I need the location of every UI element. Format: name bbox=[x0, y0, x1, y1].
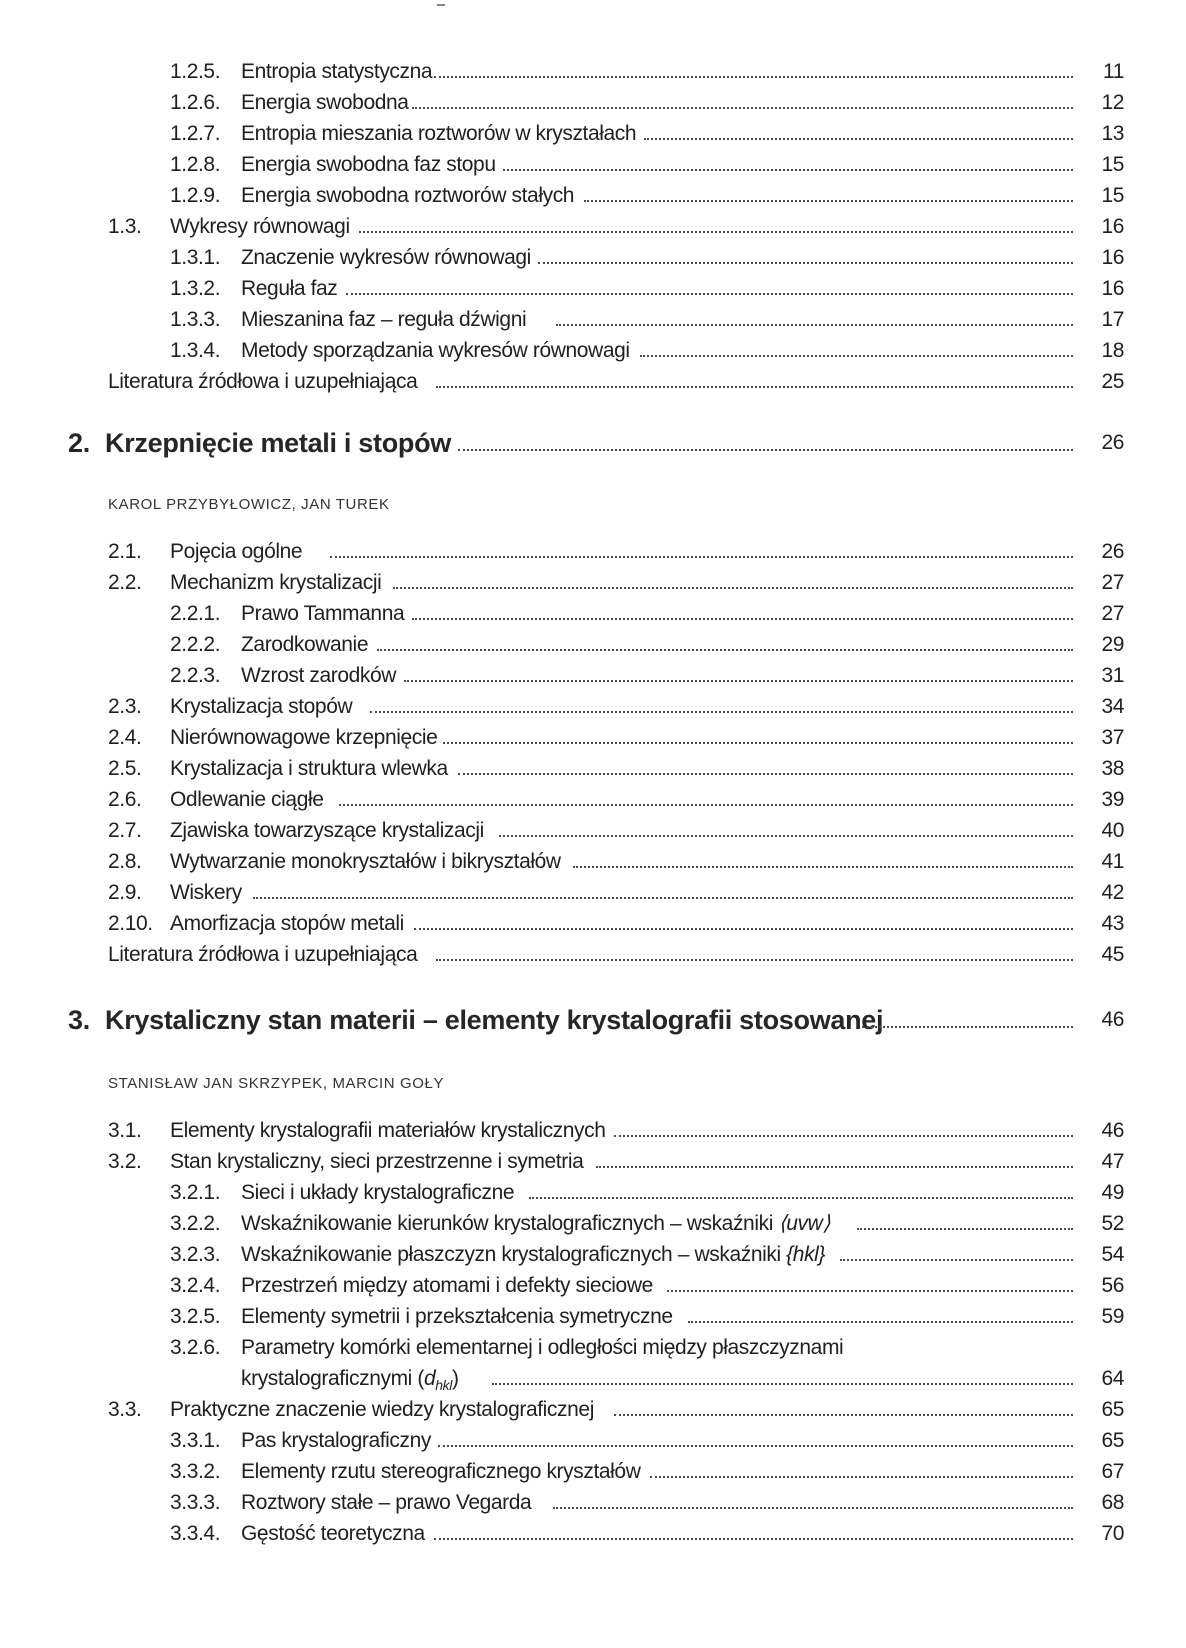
entry-number: 2.5. bbox=[108, 757, 142, 780]
entry-title: Krystalizacja i struktura wlewka bbox=[170, 757, 448, 780]
toc-entry[interactable] bbox=[0, 1209, 1186, 1239]
entry-page: 15 bbox=[1101, 153, 1124, 176]
entry-title: Praktyczne znaczenie wiedzy krystalograficznej bbox=[170, 1398, 594, 1421]
entry-page: 12 bbox=[1101, 91, 1124, 114]
dot-leader bbox=[640, 336, 1073, 366]
entry-title: Energia swobodna faz stopu bbox=[241, 153, 496, 176]
toc-entry[interactable] bbox=[0, 568, 1186, 598]
dot-leader bbox=[538, 243, 1073, 273]
entry-page: 17 bbox=[1101, 308, 1124, 331]
dot-leader bbox=[359, 212, 1073, 242]
dot-leader bbox=[434, 1519, 1073, 1549]
dot-leader bbox=[370, 692, 1073, 722]
entry-number: 1.2.8. bbox=[170, 153, 221, 176]
toc-entry[interactable] bbox=[0, 88, 1186, 118]
dhkl-symbol: d bbox=[423, 1367, 436, 1390]
toc-entry[interactable] bbox=[0, 150, 1186, 180]
entry-page: 31 bbox=[1101, 664, 1124, 687]
entry-page: 45 bbox=[1101, 943, 1124, 966]
entry-title: Elementy rzutu stereograficznego kryształów bbox=[241, 1460, 641, 1483]
entry-page: 64 bbox=[1101, 1367, 1124, 1390]
entry-number: 1.3.4. bbox=[170, 339, 221, 362]
dot-leader bbox=[253, 878, 1073, 908]
entry-page: 43 bbox=[1101, 912, 1124, 935]
entry-title: Energia swobodna bbox=[241, 91, 409, 114]
entry-number: 3.1. bbox=[108, 1119, 142, 1142]
entry-title: Wykresy równowagi bbox=[170, 215, 350, 238]
toc-entry[interactable] bbox=[0, 1395, 1186, 1425]
toc-entry[interactable] bbox=[0, 723, 1186, 753]
dot-leader bbox=[412, 88, 1073, 118]
entry-number: 1.2.9. bbox=[170, 184, 221, 207]
entry-page: 52 bbox=[1101, 1212, 1124, 1235]
chapter-heading[interactable] bbox=[0, 1000, 1186, 1040]
dot-leader bbox=[556, 305, 1073, 335]
dot-leader bbox=[414, 909, 1073, 939]
dot-leader bbox=[862, 1000, 1073, 1040]
toc-entry[interactable] bbox=[0, 754, 1186, 784]
entry-page: 26 bbox=[1101, 540, 1124, 563]
entry-title bbox=[241, 1240, 825, 1270]
entry-page: 65 bbox=[1101, 1398, 1124, 1421]
entry-number: 1.3.3. bbox=[170, 308, 221, 331]
entry-page: 16 bbox=[1101, 277, 1124, 300]
entry-number: 1.3. bbox=[108, 215, 142, 238]
entry-page: 25 bbox=[1101, 370, 1124, 393]
entry-page: 37 bbox=[1101, 726, 1124, 749]
entry-number: 3.2.2. bbox=[170, 1212, 221, 1235]
entry-title: Mieszanina faz – reguła dźwigni bbox=[241, 308, 527, 331]
entry-title: Wzrost zarodków bbox=[241, 664, 397, 687]
toc-entry[interactable] bbox=[0, 537, 1186, 567]
entry-number: 3.3.4. bbox=[170, 1522, 221, 1545]
toc-entry[interactable] bbox=[0, 940, 1186, 970]
entry-number: 2.2.3. bbox=[170, 664, 221, 687]
entry-page: 70 bbox=[1101, 1522, 1124, 1545]
entry-number: 2.2.2. bbox=[170, 633, 221, 656]
toc-entry[interactable] bbox=[0, 119, 1186, 149]
entry-page: 18 bbox=[1101, 339, 1124, 362]
entry-page: 34 bbox=[1101, 695, 1124, 718]
entry-title: Nierównowagowe krzepnięcie bbox=[170, 726, 438, 749]
toc-entry-continuation[interactable] bbox=[0, 1364, 1186, 1394]
toc-entry[interactable] bbox=[0, 274, 1186, 304]
toc-entry[interactable] bbox=[0, 599, 1186, 629]
entry-title: Entropia statystyczna bbox=[241, 60, 433, 83]
toc-entry[interactable] bbox=[0, 847, 1186, 877]
toc-entry[interactable] bbox=[0, 212, 1186, 242]
entry-number: 1.2.6. bbox=[170, 91, 221, 114]
toc-entry[interactable] bbox=[0, 1302, 1186, 1332]
dot-leader bbox=[650, 1457, 1073, 1487]
toc-entry[interactable] bbox=[0, 243, 1186, 273]
dot-leader bbox=[404, 661, 1073, 691]
chapter-page: 46 bbox=[1101, 1008, 1124, 1031]
entry-page: 27 bbox=[1101, 602, 1124, 625]
entry-page: 49 bbox=[1101, 1181, 1124, 1204]
toc-entry[interactable] bbox=[0, 305, 1186, 335]
entry-page: 29 bbox=[1101, 633, 1124, 656]
dot-leader bbox=[584, 181, 1073, 211]
entry-number: 2.4. bbox=[108, 726, 142, 749]
entry-number: 2.1. bbox=[108, 540, 142, 563]
toc-entry[interactable] bbox=[0, 1457, 1186, 1487]
entry-number: 1.3.2. bbox=[170, 277, 221, 300]
chapter-authors: KAROL PRZYBYŁOWICZ, JAN TUREK bbox=[108, 496, 390, 513]
chapter-number: 3. bbox=[68, 1005, 90, 1035]
dot-leader bbox=[393, 568, 1073, 598]
entry-number: 3.3.3. bbox=[170, 1491, 221, 1514]
toc-entry[interactable] bbox=[0, 1426, 1186, 1456]
entry-number: 3.2. bbox=[108, 1150, 142, 1173]
entry-number: 3.2.3. bbox=[170, 1243, 221, 1266]
entry-page: 47 bbox=[1101, 1150, 1124, 1173]
dot-leader bbox=[436, 940, 1073, 970]
entry-title: Krystalizacja stopów bbox=[170, 695, 353, 718]
entry-title: Pojęcia ogólne bbox=[170, 540, 303, 563]
entry-page: 39 bbox=[1101, 788, 1124, 811]
indices-symbol: {hkl} bbox=[786, 1243, 826, 1266]
chapter-number: 2. bbox=[68, 428, 90, 458]
entry-title: Zjawiska towarzyszące krystalizacji bbox=[170, 819, 484, 842]
entry-title: Roztwory stałe – prawo Vegarda bbox=[241, 1491, 532, 1514]
entry-page: 67 bbox=[1101, 1460, 1124, 1483]
entry-number: 3.3. bbox=[108, 1398, 142, 1421]
entry-title: Odlewanie ciągłe bbox=[170, 788, 324, 811]
entry-title: Przestrzeń między atomami i defekty sieciowe bbox=[241, 1274, 653, 1297]
entry-title-text: krystalograficznymi bbox=[241, 1367, 412, 1390]
entry-page: 41 bbox=[1101, 850, 1124, 873]
entry-title: Literatura źródłowa i uzupełniająca bbox=[108, 943, 418, 966]
entry-page: 68 bbox=[1101, 1491, 1124, 1514]
dot-leader bbox=[436, 367, 1073, 397]
entry-title bbox=[241, 1209, 830, 1239]
entry-number: 3.3.2. bbox=[170, 1460, 221, 1483]
entry-page: 16 bbox=[1101, 246, 1124, 269]
entry-page: 54 bbox=[1101, 1243, 1124, 1266]
dhkl-subscript: hkl bbox=[435, 1377, 452, 1394]
entry-page: 59 bbox=[1101, 1305, 1124, 1328]
dot-leader bbox=[688, 1302, 1073, 1332]
toc-entry[interactable] bbox=[0, 1519, 1186, 1549]
dot-leader bbox=[573, 847, 1073, 877]
dot-leader bbox=[458, 423, 1073, 463]
entry-title: Literatura źródłowa i uzupełniająca bbox=[108, 370, 418, 393]
dot-leader bbox=[377, 630, 1073, 660]
entry-number: 1.3.1. bbox=[170, 246, 221, 269]
dot-leader bbox=[614, 1395, 1073, 1425]
chapter-page: 26 bbox=[1101, 431, 1124, 454]
entry-title: Znaczenie wykresów równowagi bbox=[241, 246, 531, 269]
dot-leader bbox=[434, 57, 1073, 87]
toc-entry[interactable] bbox=[0, 1147, 1186, 1177]
toc-entry[interactable] bbox=[0, 816, 1186, 846]
toc-entry[interactable] bbox=[0, 630, 1186, 660]
dot-leader bbox=[840, 1240, 1073, 1270]
dot-leader bbox=[330, 537, 1073, 567]
entry-number: 1.2.5. bbox=[170, 60, 221, 83]
entry-number: 2.2.1. bbox=[170, 602, 221, 625]
entry-number: 2.8. bbox=[108, 850, 142, 873]
entry-title: Mechanizm krystalizacji bbox=[170, 571, 382, 594]
toc-entry[interactable] bbox=[0, 1116, 1186, 1146]
entry-title: Energia swobodna roztworów stałych bbox=[241, 184, 575, 207]
chapter-title: Krystaliczny stan materii – elementy krystalografii stosowanej bbox=[105, 1005, 884, 1035]
entry-number: 2.6. bbox=[108, 788, 142, 811]
entry-title: Gęstość teoretyczna bbox=[241, 1522, 425, 1545]
entry-number: 2.2. bbox=[108, 571, 142, 594]
entry-page: 13 bbox=[1101, 122, 1124, 145]
entry-page: 38 bbox=[1101, 757, 1124, 780]
dot-leader bbox=[614, 1116, 1073, 1146]
indices-symbol: ⟨uvw⟩ bbox=[778, 1212, 831, 1235]
entry-page: 15 bbox=[1101, 184, 1124, 207]
entry-title: Reguła faz bbox=[241, 277, 338, 300]
entry-page: 65 bbox=[1101, 1429, 1124, 1452]
toc-entry[interactable] bbox=[0, 1333, 1186, 1363]
entry-title: Metody sporządzania wykresów równowagi bbox=[241, 339, 630, 362]
entry-title: Stan krystaliczny, sieci przestrzenne i symetria bbox=[170, 1150, 584, 1173]
dot-leader bbox=[529, 1178, 1073, 1208]
dot-leader bbox=[339, 785, 1073, 815]
entry-number: 2.9. bbox=[108, 881, 142, 904]
scan-mark bbox=[437, 4, 445, 6]
entry-title: Wytwarzanie monokryształów i bikryształów bbox=[170, 850, 561, 873]
toc-entry[interactable] bbox=[0, 661, 1186, 691]
entry-title: Entropia mieszania roztworów w kryształach bbox=[241, 122, 637, 145]
entry-title-text: Wskaźnikowanie kierunków krystalograficznych – wskaźniki bbox=[241, 1212, 773, 1235]
dot-leader bbox=[458, 754, 1073, 784]
entry-title: Prawo Tammanna bbox=[241, 602, 405, 625]
entry-number: 3.2.4. bbox=[170, 1274, 221, 1297]
entry-page: 56 bbox=[1101, 1274, 1124, 1297]
chapter-title: Krzepnięcie metali i stopów bbox=[105, 428, 451, 458]
dot-leader bbox=[412, 599, 1073, 629]
entry-number: 3.3.1. bbox=[170, 1429, 221, 1452]
entry-title: Zarodkowanie bbox=[241, 633, 369, 656]
entry-number: 2.3. bbox=[108, 695, 142, 718]
entry-number: 2.10. bbox=[108, 912, 153, 935]
entry-title-continuation: krystalograficznymi $(d_{hkl})$ bbox=[241, 1367, 459, 1394]
chapter-authors: STANISŁAW JAN SKRZYPEK, MARCIN GOŁY bbox=[108, 1075, 445, 1092]
entry-title: Pas krystalograficzny bbox=[241, 1429, 432, 1452]
dot-leader bbox=[857, 1209, 1073, 1239]
dot-leader bbox=[443, 723, 1073, 753]
entry-title: Sieci i układy krystalograficzne bbox=[241, 1181, 515, 1204]
toc-entry[interactable] bbox=[0, 909, 1186, 939]
toc-entry[interactable] bbox=[0, 57, 1186, 87]
entry-page: 42 bbox=[1101, 881, 1124, 904]
dot-leader bbox=[553, 1488, 1073, 1518]
toc-entry[interactable] bbox=[0, 1488, 1186, 1518]
toc-entry[interactable] bbox=[0, 336, 1186, 366]
entry-title-text: Wskaźnikowanie płaszczyzn krystalograficznych – wskaźniki bbox=[241, 1243, 781, 1266]
entry-page: 11 bbox=[1103, 60, 1124, 83]
entry-number: 3.2.1. bbox=[170, 1181, 221, 1204]
entry-title: Elementy krystalografii materiałów krystalicznych bbox=[170, 1119, 606, 1142]
entry-page: 40 bbox=[1101, 819, 1124, 842]
entry-page: 27 bbox=[1101, 571, 1124, 594]
dot-leader bbox=[503, 150, 1073, 180]
entry-number: 3.2.6. bbox=[170, 1336, 221, 1359]
entry-title: Parametry komórki elementarnej i odległości między płaszczyznami bbox=[241, 1336, 844, 1359]
dot-leader bbox=[667, 1271, 1073, 1301]
dot-leader bbox=[438, 1426, 1073, 1456]
toc-entry[interactable] bbox=[0, 692, 1186, 722]
toc-entry[interactable] bbox=[0, 367, 1186, 397]
entry-page: 16 bbox=[1101, 215, 1124, 238]
toc-entry[interactable] bbox=[0, 181, 1186, 211]
entry-number: 2.7. bbox=[108, 819, 142, 842]
entry-title: Amorfizacja stopów metali bbox=[170, 912, 404, 935]
toc-entry[interactable] bbox=[0, 1178, 1186, 1208]
dot-leader bbox=[644, 119, 1073, 149]
dot-leader bbox=[596, 1147, 1073, 1177]
dot-leader bbox=[499, 816, 1073, 846]
dot-leader bbox=[492, 1364, 1073, 1394]
entry-page: 46 bbox=[1101, 1119, 1124, 1142]
entry-title: Elementy symetrii i przekształcenia symetryczne bbox=[241, 1305, 673, 1328]
entry-number: 1.2.7. bbox=[170, 122, 221, 145]
toc-entry[interactable] bbox=[0, 878, 1186, 908]
toc-entry[interactable] bbox=[0, 785, 1186, 815]
toc-entry[interactable] bbox=[0, 1271, 1186, 1301]
toc-entry[interactable] bbox=[0, 1240, 1186, 1270]
entry-title: Wiskery bbox=[170, 881, 242, 904]
entry-number: 3.2.5. bbox=[170, 1305, 221, 1328]
dot-leader bbox=[346, 274, 1073, 304]
chapter-heading[interactable] bbox=[0, 423, 1186, 463]
